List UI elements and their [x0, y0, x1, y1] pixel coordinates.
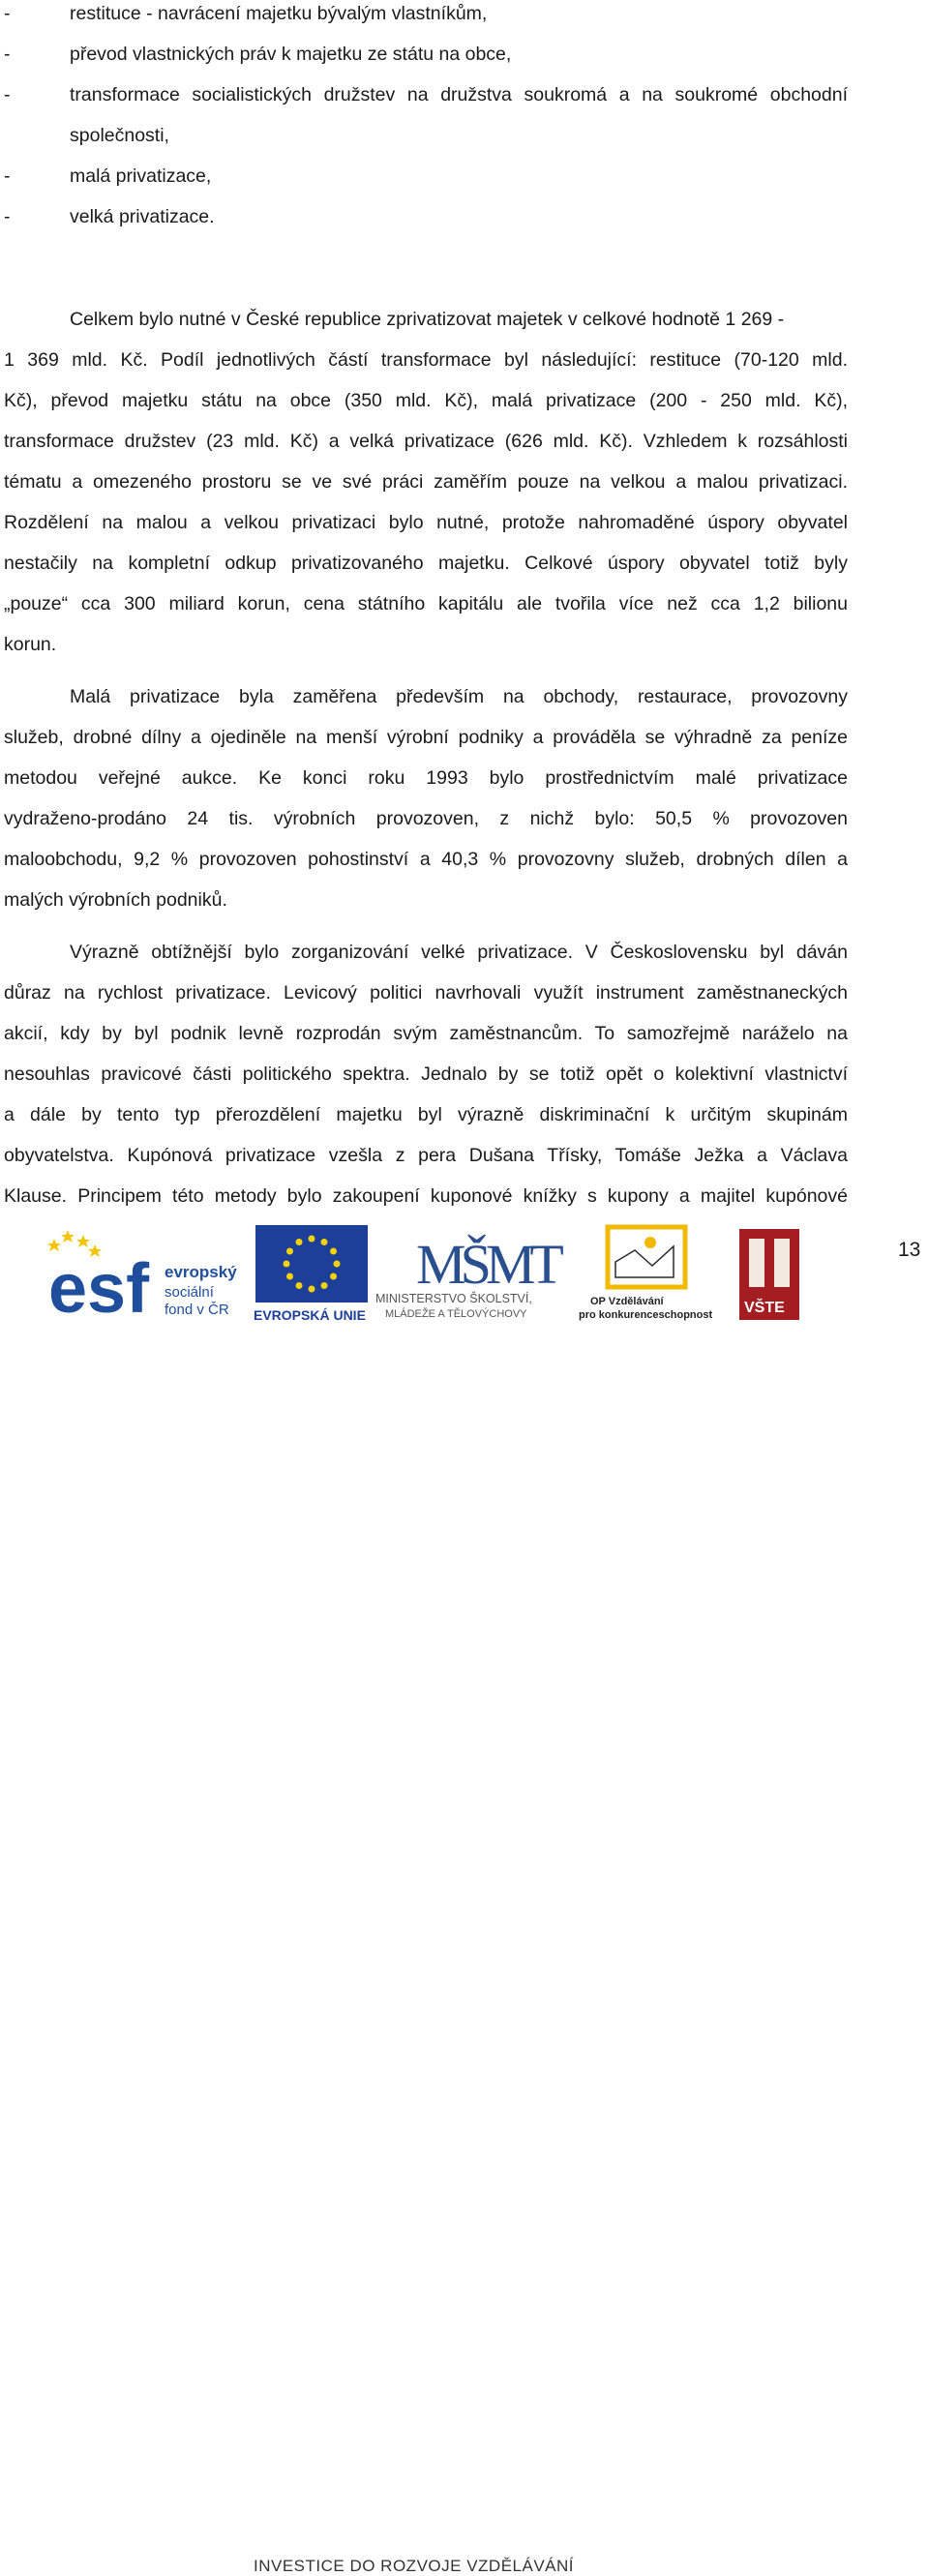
msmt-logo-graphic [375, 1223, 569, 1324]
paragraph-line: malých výrobních podniků. [4, 889, 227, 911]
esf-logo [46, 1227, 245, 1324]
op-logo [577, 1223, 712, 1324]
paragraph-line: tématu a omezeného prostoru se ve své práci zaměřím pouze na velkou a malou privatizaci. [4, 471, 848, 493]
esf-mark: esf [48, 1250, 150, 1324]
paragraph-line: transformace družstev (23 mld. Kč) a velká privatizace (626 mld. Kč). Vzhledem k rozsáhlosti [4, 431, 848, 452]
bullet-item: restituce - navrácení majetku bývalým vlastníkům, [70, 3, 488, 24]
bullet-dash: - [4, 206, 11, 227]
bullet-item: transformace socialistických družstev na družstva soukromá a na soukromé obchodní [70, 84, 848, 105]
paragraph-line: Kč), převod majetku státu na obce (350 mld. Kč), malá privatizace (200 - 250 mld. Kč), [4, 390, 848, 411]
esf-line3: fond v ČR [165, 1302, 229, 1318]
esf-line2: sociální [165, 1284, 214, 1301]
paragraph-line: služeb, drobné dílny a ojediněle na menší výrobní podniky a prováděla se výhradně za peníze [4, 727, 848, 748]
vste-logo-graphic [735, 1227, 803, 1324]
vste-text: VŠTE [744, 1300, 785, 1316]
paragraph-line: obyvatelstva. Kupónová privatizace vzešla z pera Dušana Třísky, Tomáše Ježka a Václava [4, 1145, 848, 1166]
paragraph-line: akcií, kdy by byl podnik levně rozprodán svým zaměstnancům. To samozřejmě naráželo na [4, 1023, 848, 1044]
paragraph-line: Malá privatizace byla zaměřena především na obchody, restaurace, provozovny [70, 686, 848, 707]
footer-caption: INVESTICE DO ROZVOJE VZDĚLÁVÁNÍ [254, 2557, 575, 2575]
op-line2: pro konkurenceschopnost [579, 1309, 712, 1321]
paragraph-line: Výrazně obtížnější bylo zorganizování velké privatizace. V Československu byl dáván [70, 942, 848, 963]
msmt-line1: MINISTERSTVO ŠKOLSTVÍ, [375, 1292, 532, 1305]
paragraph-line: metodou veřejné aukce. Ke konci roku 1993 bylo prostřednictvím malé privatizace [4, 767, 848, 789]
op-logo-graphic [577, 1223, 712, 1324]
esf-logo-graphic [46, 1227, 245, 1324]
paragraph-line: a dále by tento typ přerozdělení majetku byl výrazně diskriminační k určitým skupinám [4, 1104, 848, 1125]
bullet-item: velká privatizace. [70, 206, 215, 227]
paragraph-line: vydraženo-prodáno 24 tis. výrobních provozoven, z nichž bylo: 50,5 % provozoven [4, 808, 848, 829]
paragraph-line: Klause. Principem této metody bylo zakoupení kuponové knížky s kupony a majitel kupónové [4, 1185, 848, 1207]
footer-logo-strip [0, 1221, 929, 2575]
bullet-dash: - [4, 165, 11, 187]
paragraph-line: nesouhlas pravicové části politického spektra. Jednalo by se totiž opět o kolektivní vlastnictví [4, 1063, 848, 1085]
eu-caption: EVROPSKÁ UNIE [254, 1307, 366, 1323]
eu-logo [254, 1225, 370, 1326]
eu-flag-graphic [254, 1225, 370, 1326]
bullet-item-continuation: společnosti, [70, 125, 169, 146]
paragraph-line: Celkem bylo nutné v České republice zprivatizovat majetek v celkové hodnotě 1 269 - [70, 309, 785, 330]
paragraph-line: 1 369 mld. Kč. Podíl jednotlivých částí transformace byl následující: restituce (70-120 mld. [4, 349, 848, 371]
paragraph-line: „pouze“ cca 300 miliard korun, cena státního kapitálu ale tvořila více než cca 1,2 bilionu [4, 593, 848, 614]
esf-line1: evropský [165, 1263, 237, 1281]
page-number: 13 [898, 1239, 921, 1261]
msmt-line2: MLÁDEŽE A TĚLOVÝCHOVY [385, 1308, 527, 1320]
paragraph-line: Rozdělení na malou a velkou privatizaci bylo nutné, protože nahromaděné úspory obyvatel [4, 512, 848, 533]
bullet-dash: - [4, 44, 11, 65]
op-line1: OP Vzdělávání [590, 1296, 664, 1307]
vste-logo [735, 1227, 803, 1324]
paragraph-line: důraz na rychlost privatizace. Levicový politici navrhovali využít instrument zaměstnaneckých [4, 982, 848, 1003]
paragraph-line: nestačily na kompletní odkup privatizovaného majetku. Celkové úspory obyvatel totiž byly [4, 553, 848, 574]
msmt-mark: MŠMT [416, 1233, 558, 1296]
paragraph-line: korun. [4, 634, 57, 655]
bullet-item: malá privatizace, [70, 165, 212, 187]
bullet-item: převod vlastnických práv k majetku ze státu na obce, [70, 44, 512, 65]
bullet-dash: - [4, 3, 11, 24]
bullet-dash: - [4, 84, 11, 105]
paragraph-line: maloobchodu, 9,2 % provozoven pohostinství a 40,3 % provozovny služeb, drobných dílen a [4, 849, 848, 870]
msmt-logo [375, 1223, 569, 1324]
